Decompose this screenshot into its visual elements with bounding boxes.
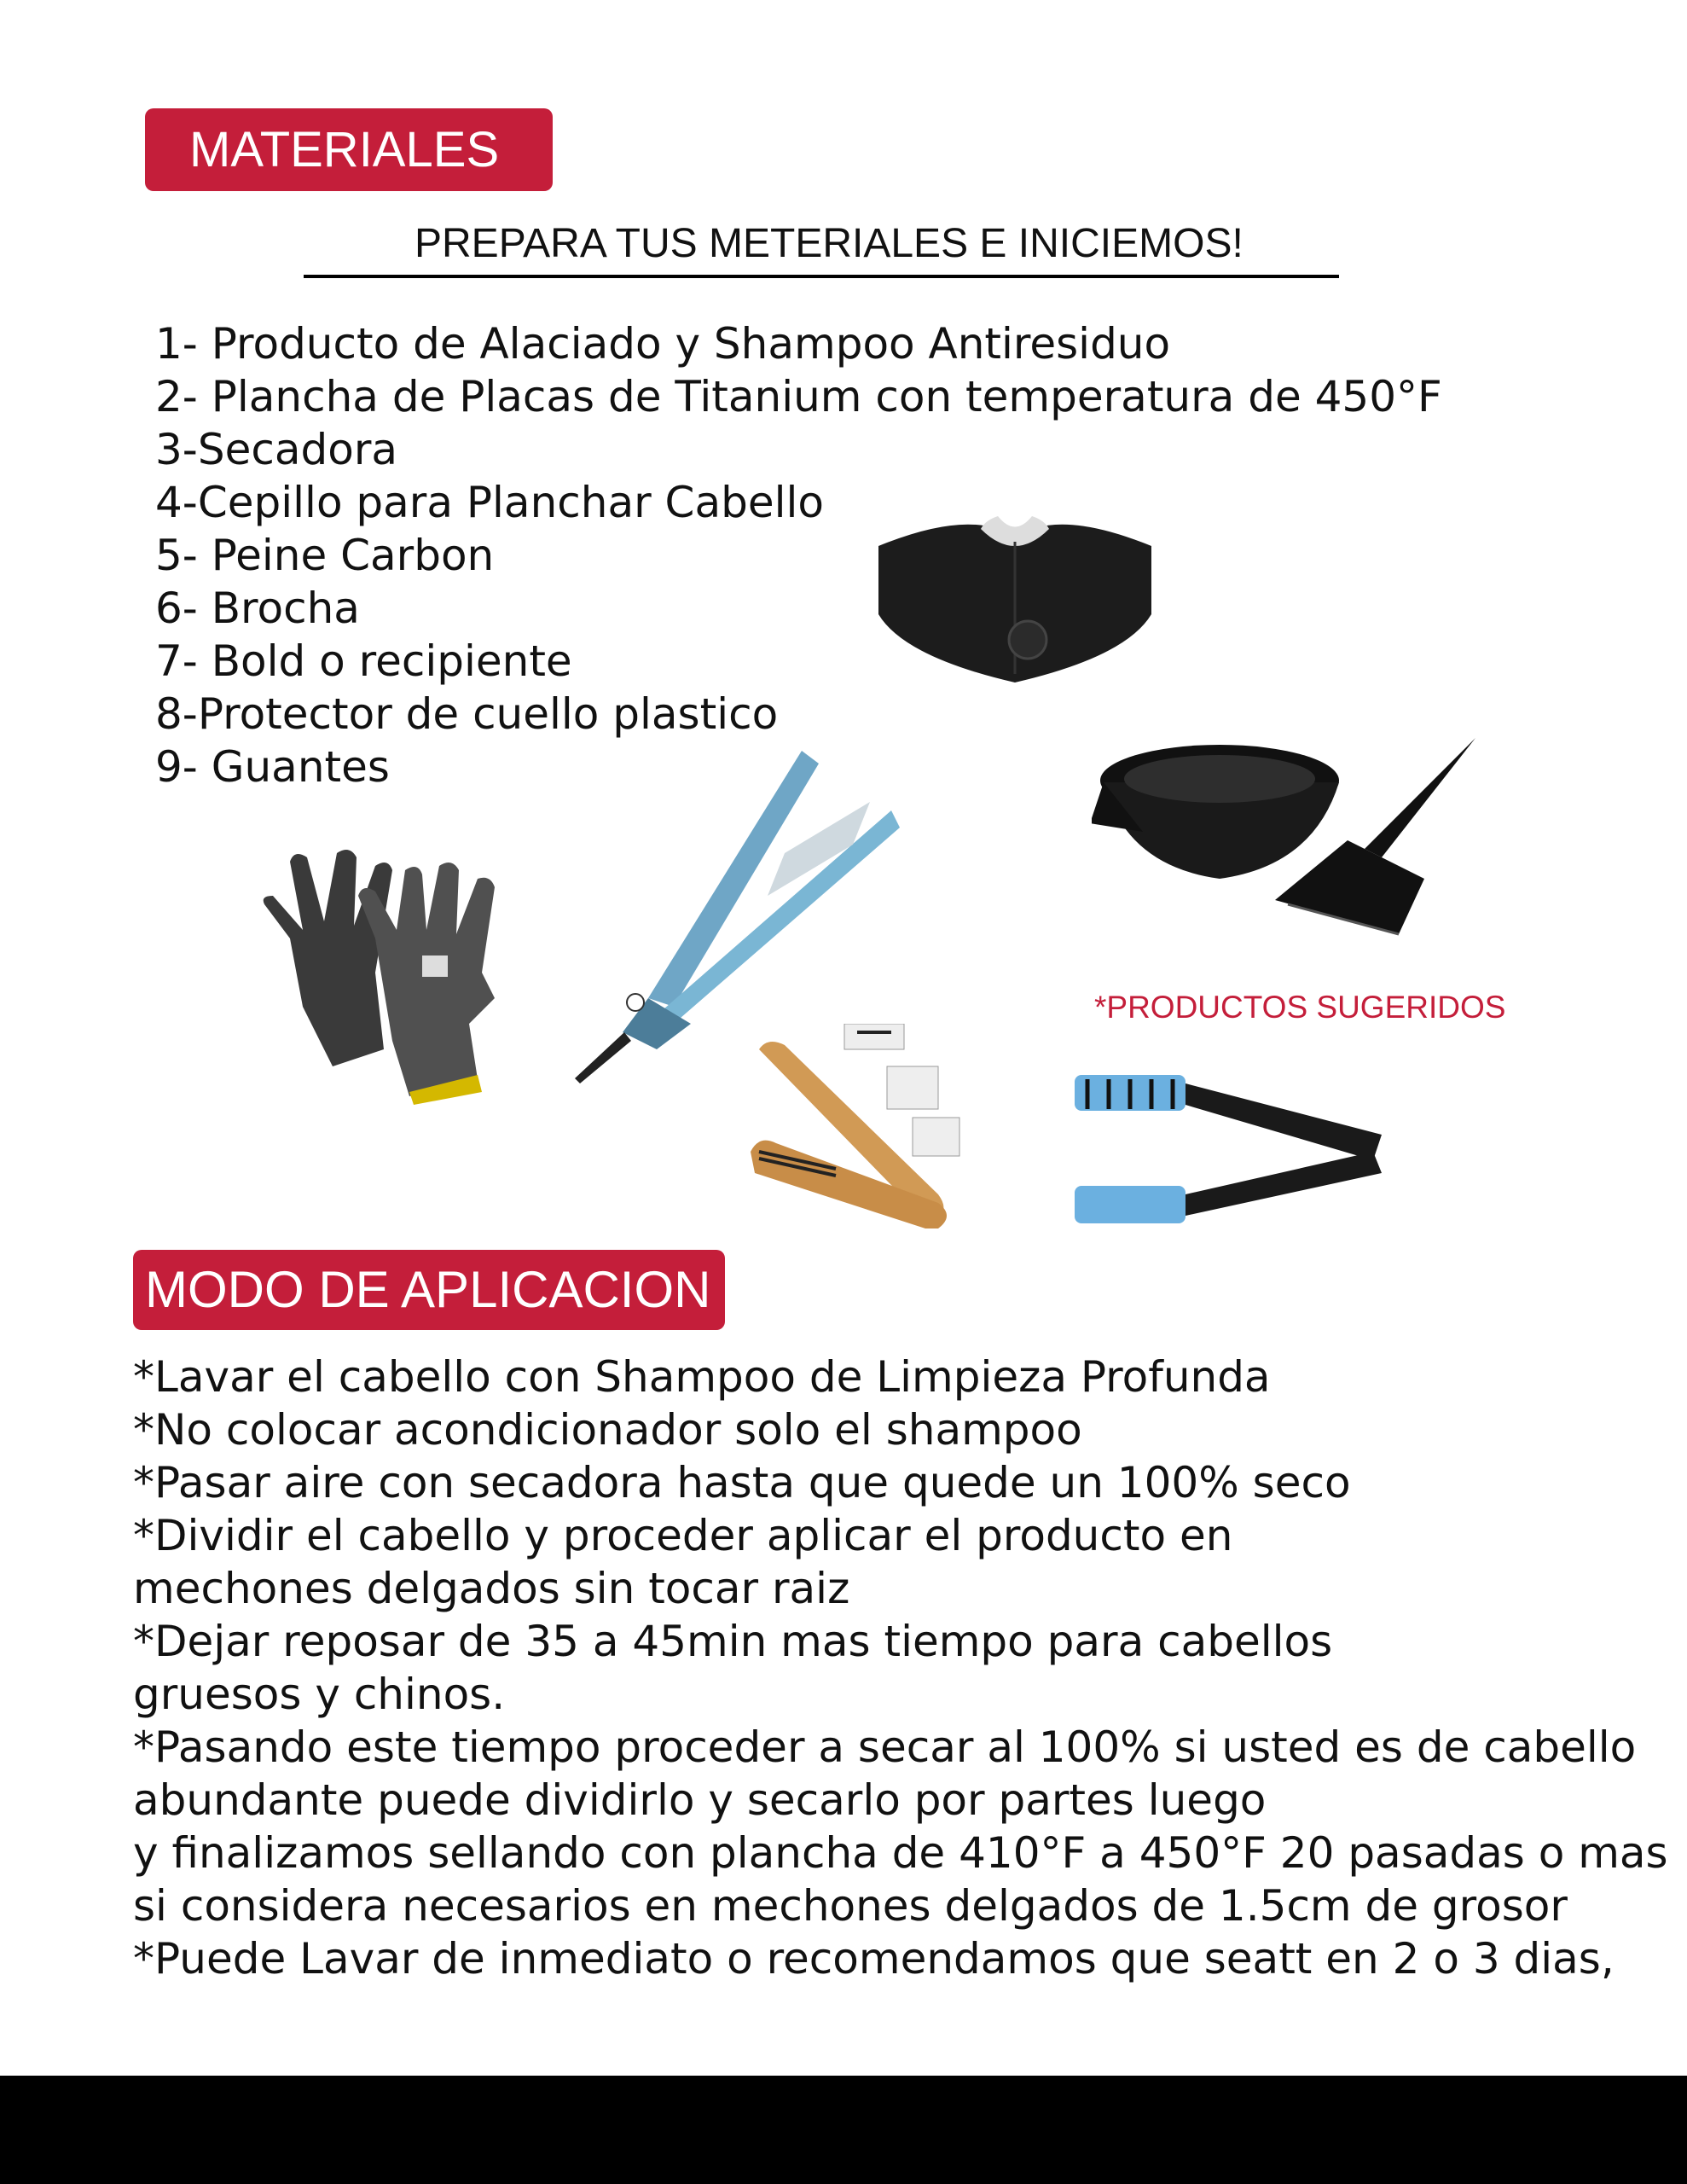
step-line: *Puede Lavar de inmediato o recomendamos que seatt en 2 o 3 dias, — [133, 1934, 1615, 1984]
neck-cape-image — [870, 512, 1160, 691]
gloves-image — [256, 845, 529, 1109]
step-line: *Dejar reposar de 35 a 45min mas tiempo para cabellos — [133, 1617, 1333, 1666]
application-steps — [133, 1350, 1668, 1985]
step-line: si considera necesarios en mechones delgados de 1.5cm de grosor — [133, 1881, 1568, 1931]
material-item: 7- Bold o recipiente — [155, 636, 572, 686]
step-line: abundante puede dividirlo y secarlo por partes luego — [133, 1775, 1267, 1825]
step-line: *No colocar acondicionador solo el shampoo — [133, 1405, 1082, 1455]
material-item: 1- Producto de Alaciado y Shampoo Antiresiduo — [155, 319, 1171, 369]
wooden-straightening-brush-image — [742, 1024, 972, 1246]
footer-bar — [0, 2076, 1687, 2184]
modo-aplicacion-badge: MODO DE APLICACION — [133, 1250, 725, 1330]
step-line: *Pasando este tiempo proceder a secar al 100% si usted es de cabello — [133, 1722, 1637, 1772]
step-line: y finalizamos sellando con plancha de 410°F a 450°F 20 pasadas o mas — [133, 1828, 1668, 1878]
material-item: 9- Guantes — [155, 742, 390, 792]
tint-bowl-and-brush-image — [1092, 729, 1493, 951]
material-item: 2- Plancha de Placas de Titanium con temperatura de 450°F — [155, 372, 1442, 421]
suggested-products-label: *PRODUCTOS SUGERIDOS — [1094, 990, 1506, 1025]
materials-subtitle: PREPARA TUS METERIALES E INICIEMOS! — [304, 213, 1339, 278]
material-item: 6- Brocha — [155, 584, 360, 633]
step-line: *Pasar aire con secadora hasta que quede un 100% seco — [133, 1458, 1351, 1507]
step-line: gruesos y chinos. — [133, 1670, 506, 1719]
material-item: 5- Peine Carbon — [155, 531, 495, 580]
material-item: 3-Secadora — [155, 425, 398, 474]
material-item: 4-Cepillo para Planchar Cabello — [155, 478, 824, 527]
materials-list — [155, 317, 1442, 793]
step-line: mechones delgados sin tocar raiz — [133, 1564, 850, 1613]
material-item: 8-Protector de cuello plastico — [155, 689, 779, 739]
step-line: *Lavar el cabello con Shampoo de Limpieza Profunda — [133, 1352, 1271, 1402]
blue-straightening-brush-image — [1066, 1066, 1390, 1237]
step-line: *Dividir el cabello y proceder aplicar el producto en — [133, 1511, 1233, 1560]
materiales-badge: MATERIALES — [145, 108, 553, 191]
